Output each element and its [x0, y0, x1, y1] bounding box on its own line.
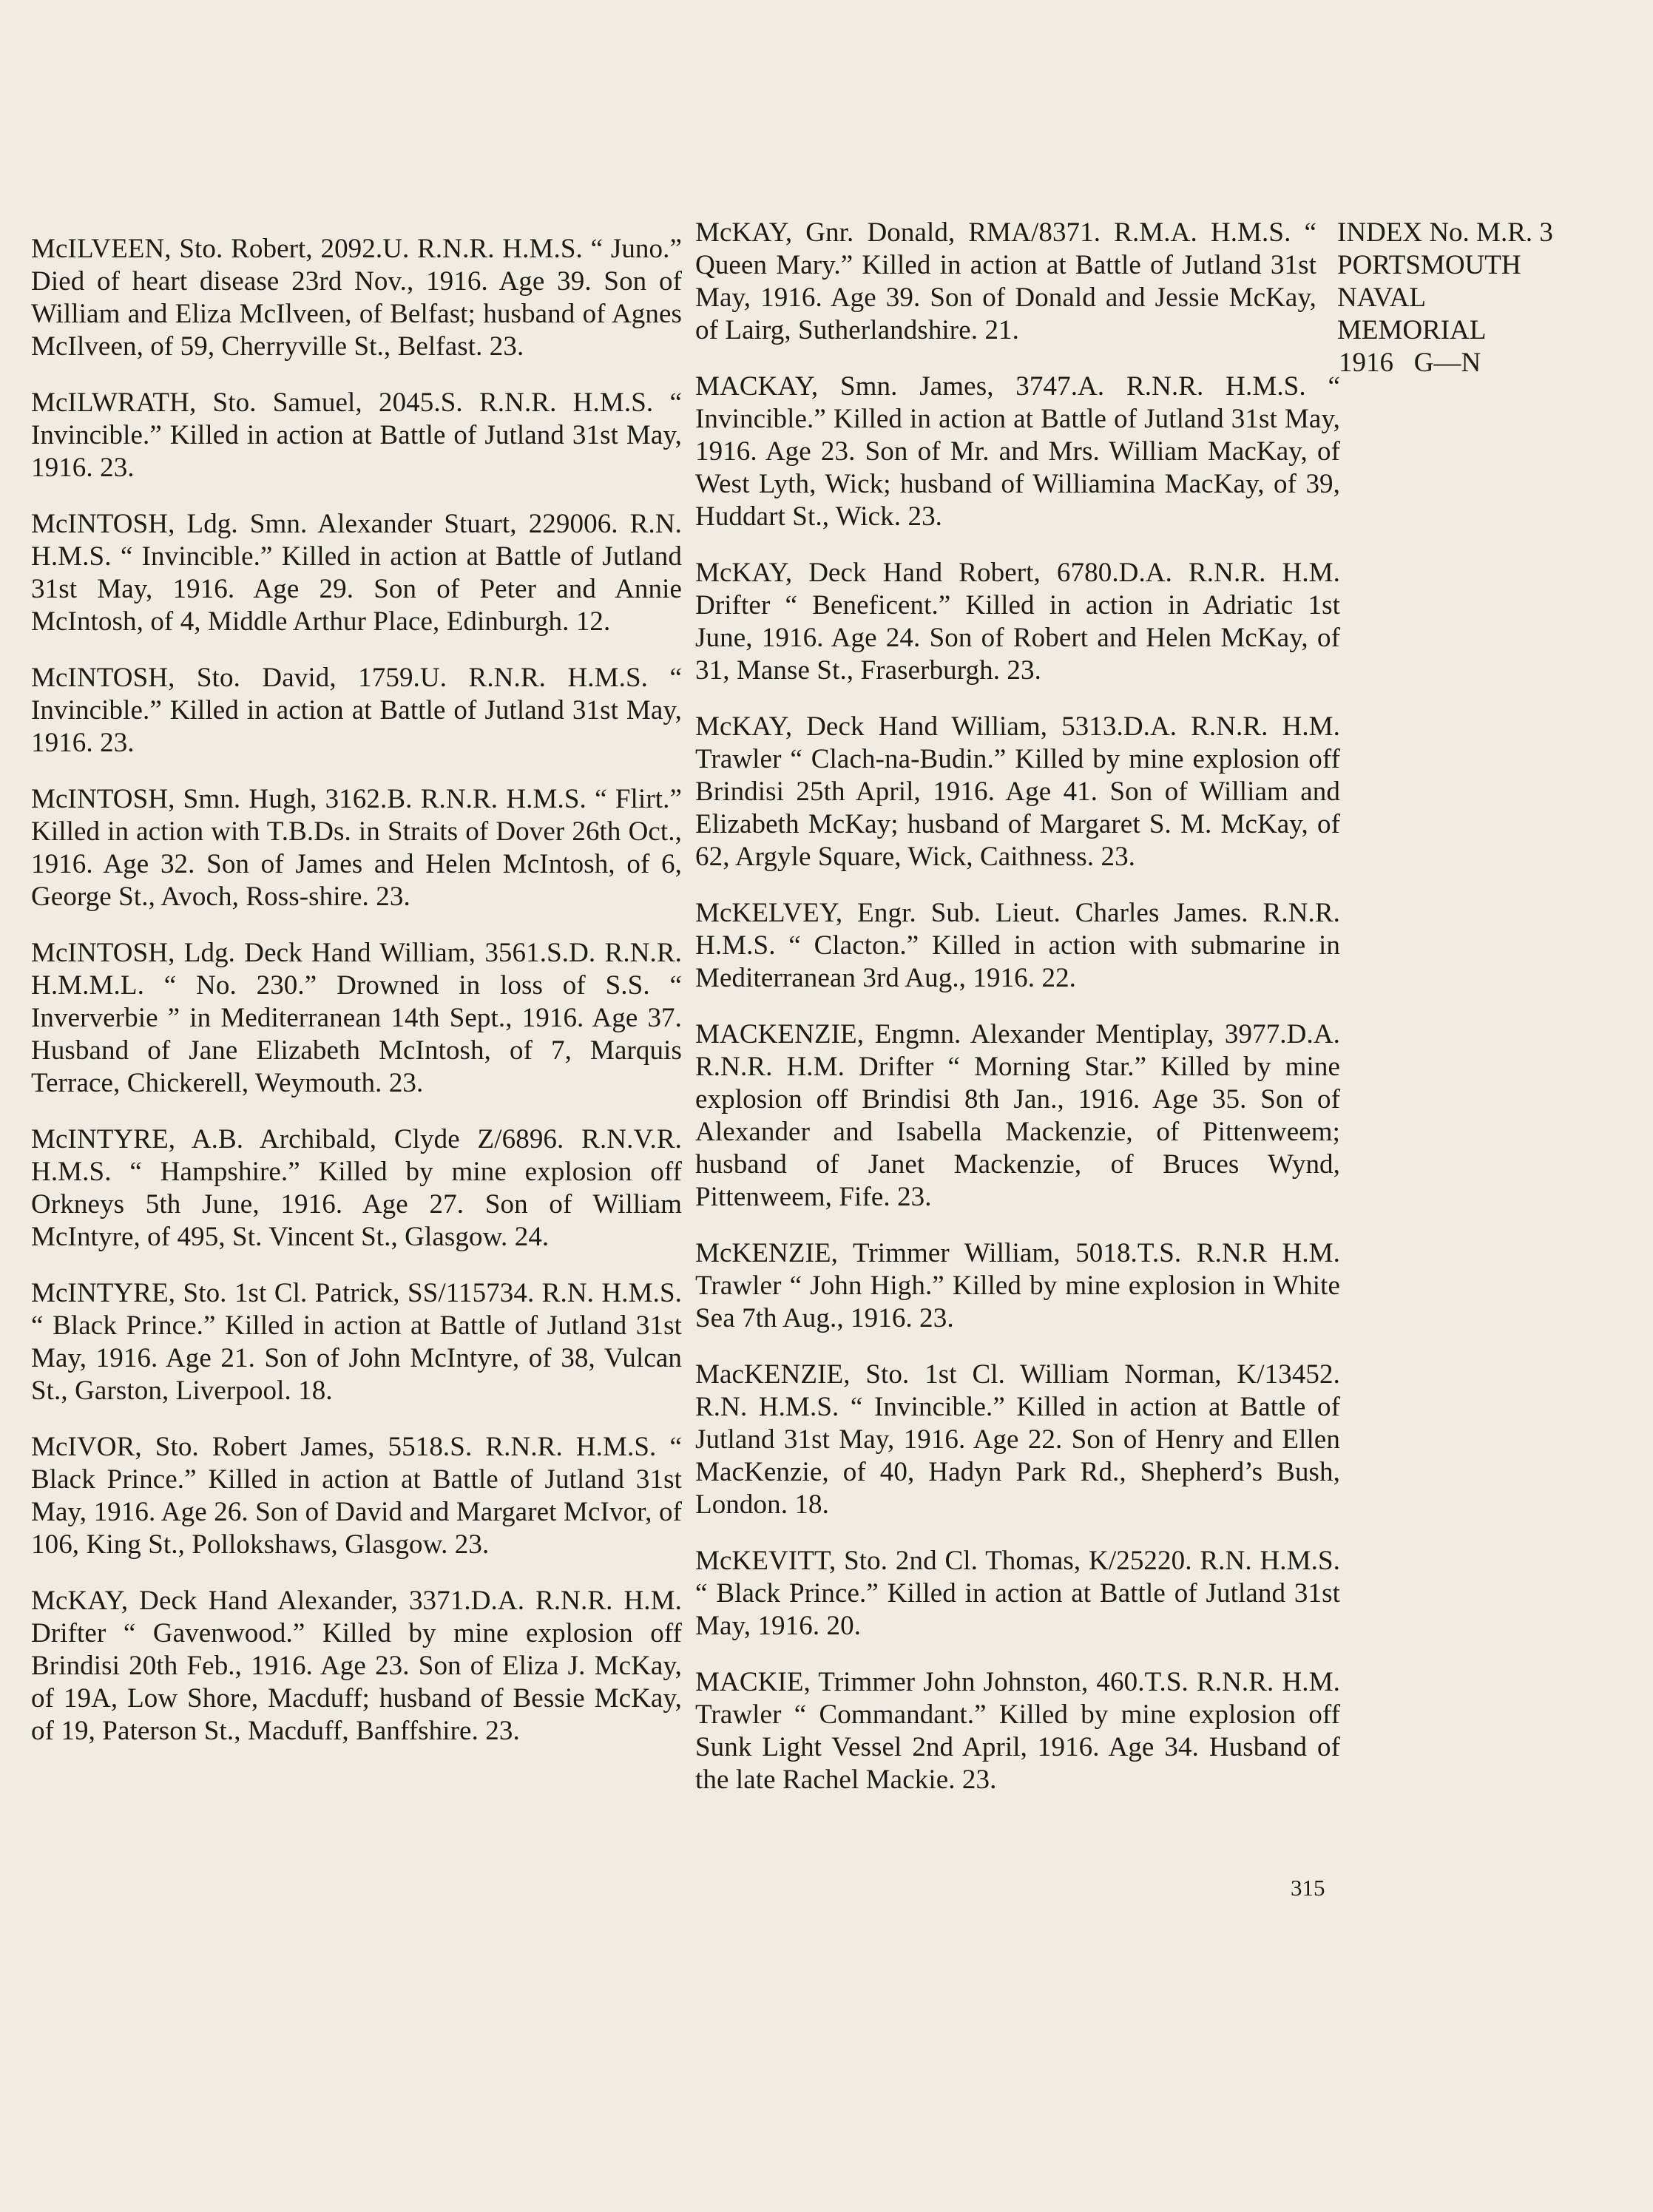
memorial-type: NAVAL: [1337, 283, 1426, 313]
memorial-entry: McKAY, Deck Hand William, 5313.D.A. R.N.R. H.M. Trawler “ Clach-na-Budin.” Killed by mine explosion off Brindisi 25th April, 1916. Age 41. Son of William and Elizabeth McKay; husband of Margaret S. M. McKay, of 62, Argyle Square, Wick, Caithness. 23.: [695, 711, 1340, 872]
memorial-entry: McILWRATH, Sto. Samuel, 2045.S. R.N.R. H.M.S. “ Invincible.” Killed in action at Battle of Jutland 31st May, 1916. 23.: [31, 388, 682, 483]
memorial-entry: McINTOSH, Ldg. Deck Hand William, 3561.S.D. R.N.R. H.M.M.L. “ No. 230.” Drowned in loss of S.S. “ Inververbie ” in Mediterranean 14th Sept., 1916. Age 37. Husband of Jane Elizabeth McIntosh, of 7, Marquis Terrace, Chickerell, Weymouth. 23.: [31, 938, 682, 1098]
memorial-place: PORTSMOUTH: [1337, 250, 1521, 280]
year-range: 1916 G—N: [1339, 348, 1481, 378]
index-header: [1337, 217, 1633, 379]
memorial-label: MEMORIAL: [1337, 315, 1487, 345]
memorial-entry: McINTYRE, Sto. 1st Cl. Patrick, SS/115734. R.N. H.M.S. “ Black Prince.” Killed in action at Battle of Jutland 31st May, 1916. Age 21. Son of John McIntyre, of 38, Vulcan St., Garston, Liverpool. 18.: [31, 1278, 682, 1406]
memorial-entry: McKAY, Deck Hand Robert, 6780.D.A. R.N.R. H.M. Drifter “ Beneficent.” Killed in action in Adriatic 1st June, 1916. Age 24. Son of Robert and Helen McKay, of 31, Manse St., Fraserburgh. 23.: [695, 558, 1340, 686]
memorial-entry: McINTYRE, A.B. Archibald, Clyde Z/6896. R.N.V.R. H.M.S. “ Hampshire.” Killed by mine explosion off Orkneys 5th June, 1916. Age 27. Son of William McIntyre, of 495, St. Vincent St., Glasgow. 24.: [31, 1124, 682, 1252]
memorial-entry: MACKIE, Trimmer John Johnston, 460.T.S. R.N.R. H.M. Trawler “ Commandant.” Killed by mine explosion off Sunk Light Vessel 2nd April, 1916. Age 34. Husband of the late Rachel Mackie. 23.: [695, 1667, 1340, 1795]
memorial-entry: MacKENZIE, Sto. 1st Cl. William Norman, K/13452. R.N. H.M.S. “ Invincible.” Killed in action at Battle of Jutland 31st May, 1916. Age 22. Son of Henry and Ellen MacKenzie, of 40, Hadyn Park Rd., Shepherd’s Bush, London. 18.: [695, 1359, 1340, 1520]
memorial-entry: McIVOR, Sto. Robert James, 5518.S. R.N.R. H.M.S. “ Black Prince.” Killed in action at Battle of Jutland 31st May, 1916. Age 26. Son of David and Margaret McIvor, of 106, King St., Pollokshaws, Glasgow. 23.: [31, 1432, 682, 1560]
memorial-entry: MACKAY, Smn. James, 3747.A. R.N.R. H.M.S. “ Invincible.” Killed in action at Battle of Jutland 31st May, 1916. Age 23. Son of Mr. and Mrs. William MacKay, of West Lyth, Wick; husband of Williamina MacKay, of 39, Huddart St., Wick. 23.: [695, 371, 1340, 532]
memorial-entry: McKAY, Gnr. Donald, RMA/8371. R.M.A. H.M.S. “ Queen Mary.” Killed in action at Battle of Jutland 31st May, 1916. Age 39. Son of Donald and Jessie McKay, of Lairg, Sutherlandshire. 21.: [695, 217, 1316, 345]
memorial-entry: McILVEEN, Sto. Robert, 2092.U. R.N.R. H.M.S. “ Juno.” Died of heart disease 23rd Nov., 1916. Age 39. Son of William and Eliza McIlveen, of Belfast; husband of Agnes McIlveen, of 59, Cherryville St., Belfast. 23.: [31, 234, 682, 362]
memorial-entry: McINTOSH, Smn. Hugh, 3162.B. R.N.R. H.M.S. “ Flirt.” Killed in action with T.B.Ds. in Straits of Dover 26th Oct., 1916. Age 32. Son of James and Helen McIntosh, of 6, George St., Avoch, Ross-shire. 23.: [31, 784, 682, 912]
memorial-entry: McKELVEY, Engr. Sub. Lieut. Charles James. R.N.R. H.M.S. “ Clacton.” Killed in action with submarine in Mediterranean 3rd Aug., 1916. 22.: [695, 898, 1340, 993]
memorial-entry: McKAY, Deck Hand Alexander, 3371.D.A. R.N.R. H.M. Drifter “ Gavenwood.” Killed by mine explosion off Brindisi 20th Feb., 1916. Age 23. Son of Eliza J. McKay, of 19A, Low Shore, Macduff; husband of Bessie McKay, of 19, Paterson St., Macduff, Banffshire. 23.: [31, 1586, 682, 1746]
memorial-entry: McINTOSH, Sto. David, 1759.U. R.N.R. H.M.S. “ Invincible.” Killed in action at Battle of Jutland 31st May, 1916. 23.: [31, 663, 682, 758]
left-column: [31, 233, 682, 1771]
memorial-entry: McKEVITT, Sto. 2nd Cl. Thomas, K/25220. R.N. H.M.S. “ Black Prince.” Killed in action at Battle of Jutland 31st May, 1916. 20.: [695, 1546, 1340, 1641]
index-number: INDEX No. M.R. 3: [1337, 217, 1553, 248]
memorial-entry: McINTOSH, Ldg. Smn. Alexander Stuart, 229006. R.N. H.M.S. “ Invincible.” Killed in action at Battle of Jutland 31st May, 1916. Age 29. Son of Peter and Annie McIntosh, of 4, Middle Arthur Place, Edinburgh. 12.: [31, 509, 682, 637]
middle-column: [695, 217, 1340, 1820]
page-number: 315: [1291, 1875, 1325, 1901]
memorial-entry: MACKENZIE, Engmn. Alexander Mentiplay, 3977.D.A. R.N.R. H.M. Drifter “ Morning Star.” Killed by mine explosion off Brindisi 8th Jan., 1916. Age 35. Son of Alexander and Isabella Mackenzie, of Pittenweem; husband of Janet Mackenzie, of Bruces Wynd, Pittenweem, Fife. 23.: [695, 1019, 1340, 1212]
memorial-entry: McKENZIE, Trimmer William, 5018.T.S. R.N.R H.M. Trawler “ John High.” Killed by mine explosion in White Sea 7th Aug., 1916. 23.: [695, 1238, 1340, 1333]
